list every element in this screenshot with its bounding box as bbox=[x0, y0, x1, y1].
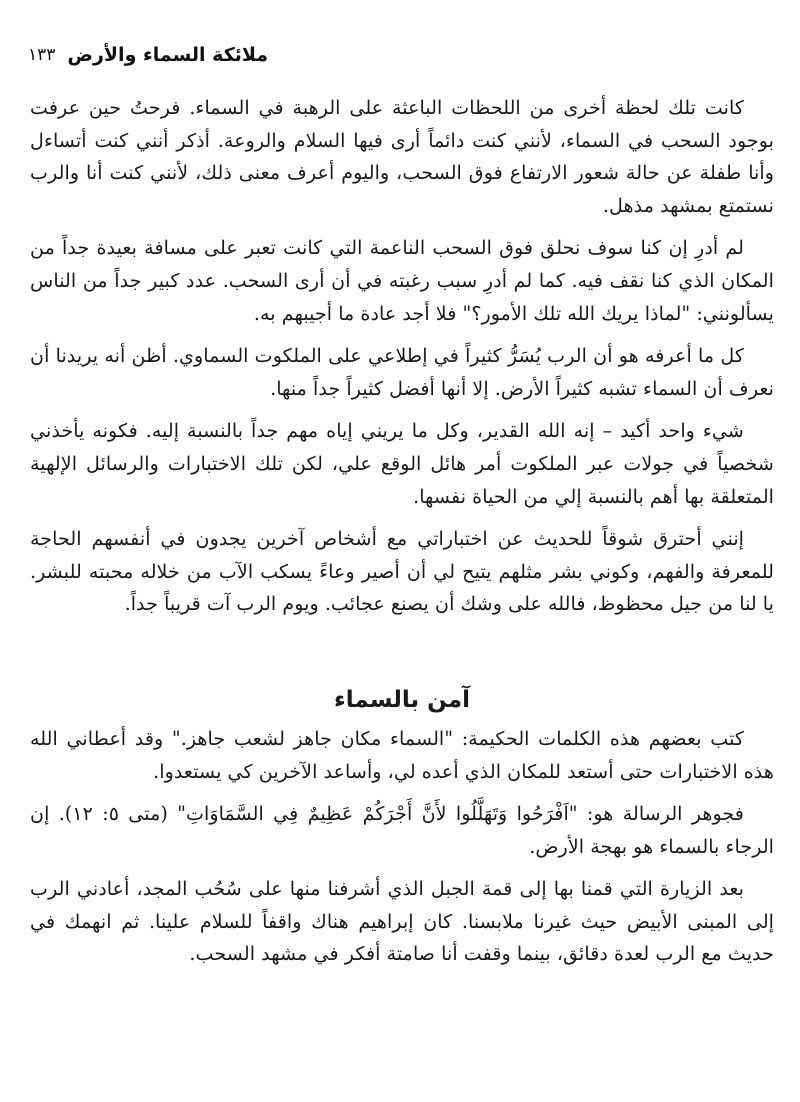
section-heading: آمن بالسماء bbox=[334, 686, 470, 713]
paragraph: إنني أحترق شوقاً للحديث عن اختباراتي مع أشخاص آخرين يجدون في أنفسهم الحاجة للمعرفة والفهم، وكوني بشر مثلهم يتيح لي أن أصير وعاءً يسكب الآب من خلاله محبته للبشر. يا لنا من جيل محظوظ، فالله على وشك أن يصنع عجائب. ويوم الرب آت قريباً جداً. bbox=[30, 527, 774, 616]
paragraph: شيء واحد أكيد – إنه الله القدير، وكل ما يريني إياه مهم جداً بالنسبة إليه. فكونه يأخذني شخصياً في جولات عبر الملكوت أمر هائل الوقع علي، لكن تلك الاختبارات والرسائل الإلهية المتعلقة بها أهم بالنسبة إلي من الحياة نفسها. bbox=[30, 419, 774, 508]
paragraph: فجوهر الرسالة هو: "اَفْرَحُوا وَتَهَلَّلُوا لأَنَّ أَجْرَكُمْ عَظِيمٌ فِي السَّمَاوَاتِ" (متى ٥: ١٢). إن الرجاء بالسماء هو بهجة الأرض. bbox=[30, 802, 774, 858]
page-number: ١٣٣ bbox=[28, 45, 56, 65]
body-text bbox=[30, 92, 774, 981]
paragraph: بعد الزيارة التي قمنا بها إلى قمة الجبل الذي أشرفنا منها على سُحُب المجد، أعادني الرب إلى المبنى الأبيض حيث غيرنا ملابسنا. كان إبراهيم هناك واقفاً للسلام علينا. ثم انهمك في حديث مع الرب لعدة دقائق، بينما وقفت أنا صامتة أفكر في مشهد السحب. bbox=[30, 877, 774, 966]
paragraph: كتب بعضهم هذه الكلمات الحكيمة: "السماء مكان جاهز لشعب جاهز." وقد أعطاني الله هذه الاختبارات حتى أستعد للمكان الذي أعده لي، وأساعد الآخرين كي يستعدوا. bbox=[30, 726, 774, 783]
running-header bbox=[28, 40, 348, 70]
paragraph: كل ما أعرفه هو أن الرب يُسَرُّ كثيراً في إطلاعي على الملكوت السماوي. أظن أنه يريدنا أن نعرف أن السماء تشبه كثيراً الأرض. إلا أنها أفضل كثيراً جداً منها. bbox=[30, 344, 774, 400]
paragraph: لم أدرِ إن كنا سوف نحلق فوق السحب الناعمة التي كانت تعبر على مسافة بعيدة جداً من المكان الذي كنا نقف فيه. كما لم أدرِ سبب رغبته في أن أرى السحب. عدد كبير جداً من الناس يسألونني: "لماذا يريك الله تلك الأمور؟" فلا أجد عادة ما أجيبهم به. bbox=[30, 236, 774, 325]
paragraph: كانت تلك لحظة أخرى من اللحظات الباعثة على الرهبة في السماء. فرحتُ حين عرفت بوجود السحب في السماء، لأنني كنت دائماً أرى فيها السلام والروعة. أذكر أنني كنت أتساءل وأنا طفلة عن حالة شعور الارتفاع فوق السحب، واليوم أعرف معنى ذلك، لأنني كنت أنا والرب نستمتع بمشهد مذهل. bbox=[30, 96, 774, 217]
book-title: ملائكة السماء والأرض bbox=[67, 44, 269, 66]
